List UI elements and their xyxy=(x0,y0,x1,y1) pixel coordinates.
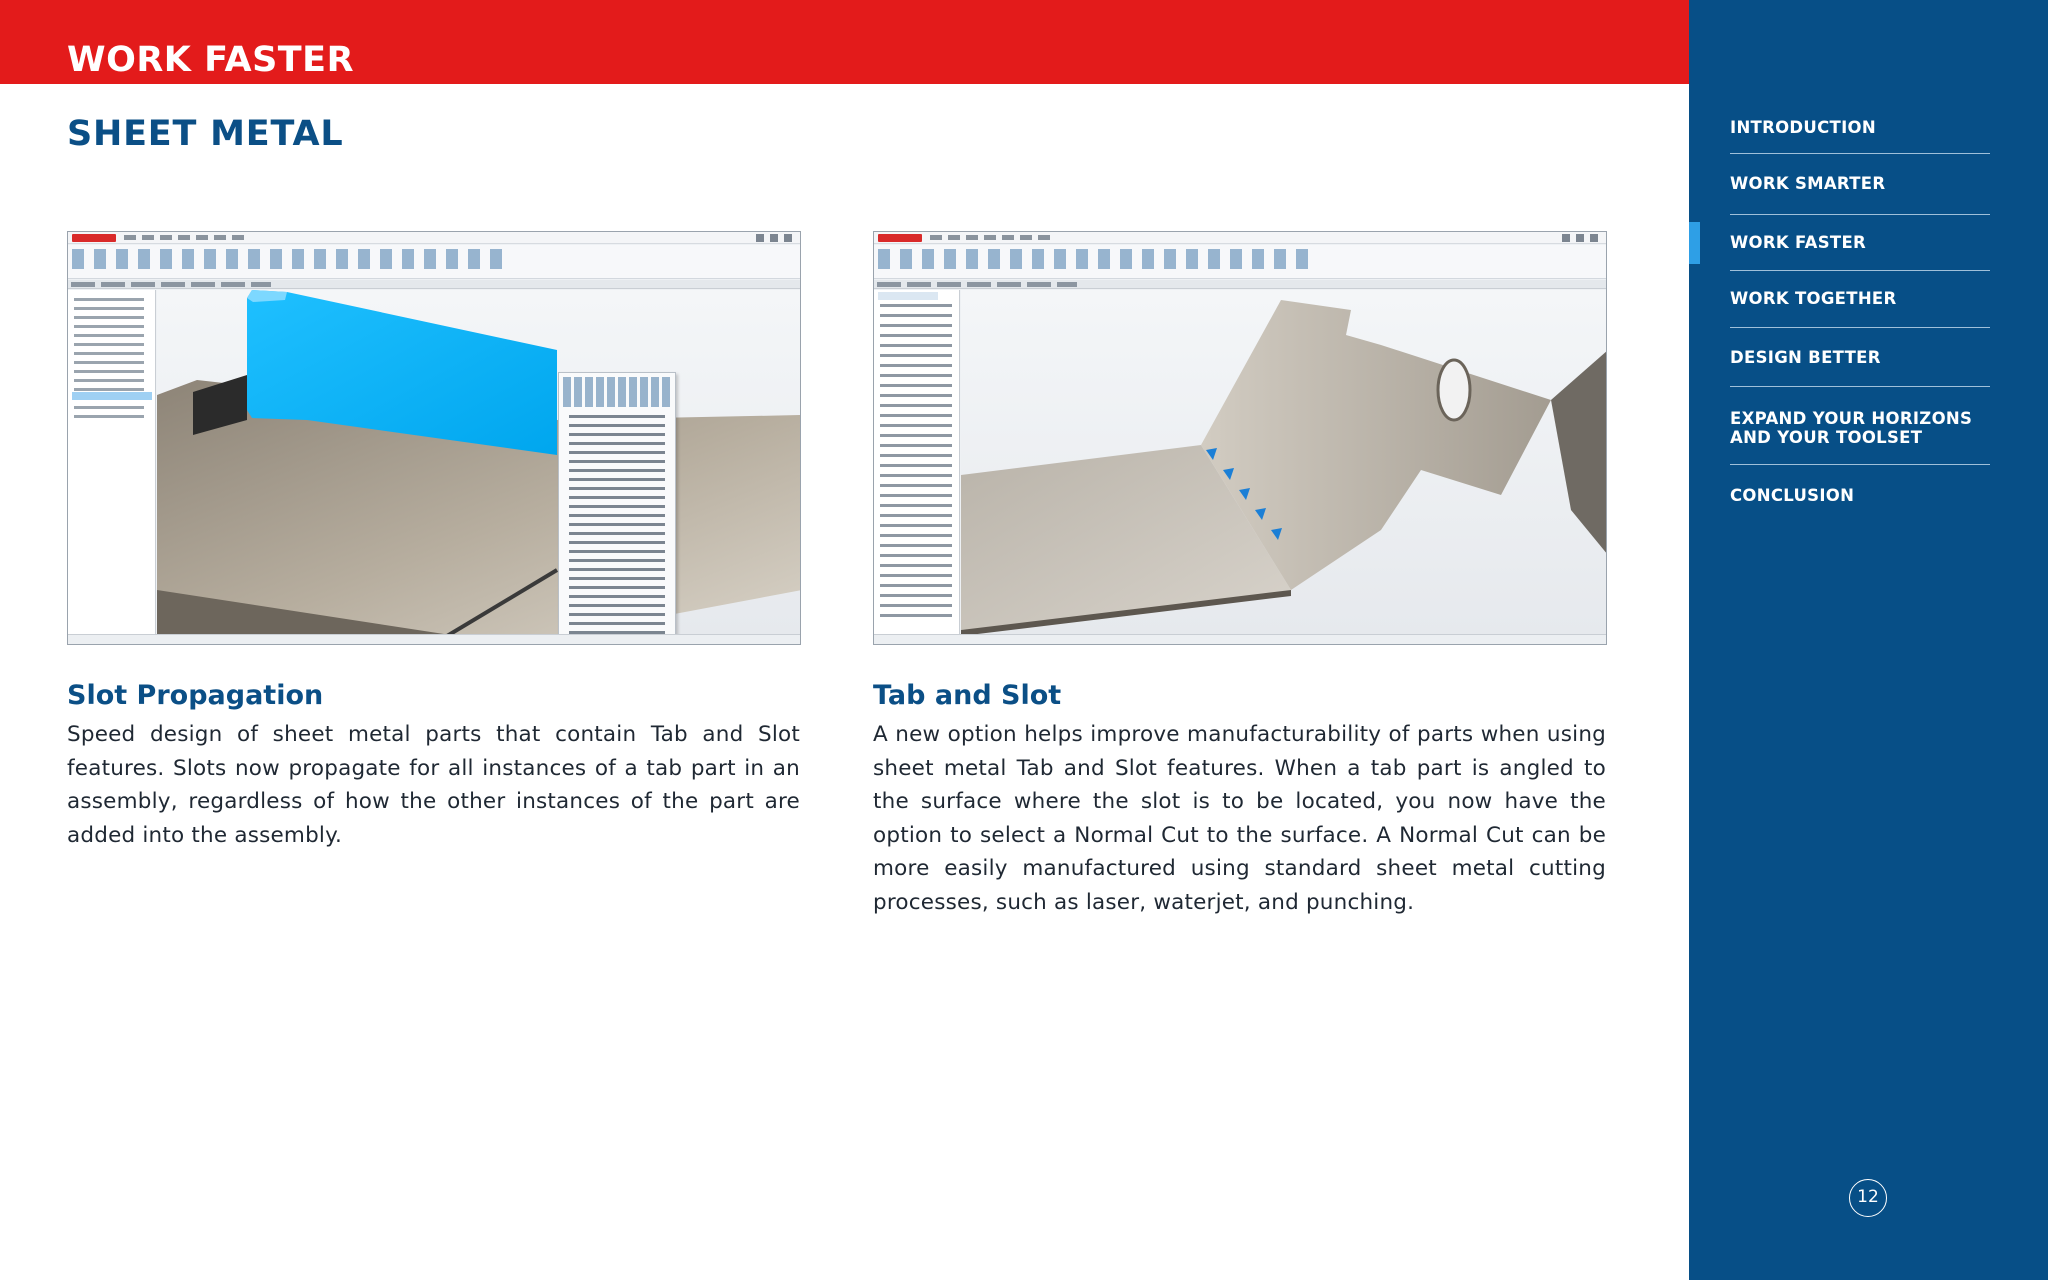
app-menu-bar xyxy=(124,235,244,240)
property-manager-panel xyxy=(874,290,960,636)
nav-item-label: CONCLUSION xyxy=(1730,486,1855,505)
nav-divider xyxy=(1730,327,1990,328)
window-controls xyxy=(1562,234,1602,242)
nav-divider xyxy=(1730,386,1990,387)
nav-item-work-smarter[interactable] xyxy=(1730,174,1990,193)
nav-item-introduction[interactable] xyxy=(1730,118,1990,137)
nav-divider xyxy=(1730,464,1990,465)
command-ribbon xyxy=(874,245,1606,279)
feature-tree xyxy=(68,290,156,636)
nav-item-label: EXPAND YOUR HORIZONS AND YOUR TOOLSET xyxy=(1730,409,1973,447)
nav-item-label: INTRODUCTION xyxy=(1730,118,1876,137)
nav-item-label: WORK FASTER xyxy=(1730,233,1867,252)
assembly-model-graphic xyxy=(157,290,801,636)
command-ribbon xyxy=(68,245,800,279)
app-menu-bar xyxy=(930,235,1050,240)
ribbon-tabs xyxy=(874,280,1606,289)
graphics-viewport xyxy=(961,290,1606,634)
active-section-marker xyxy=(1689,222,1700,264)
page-heading: SHEET METAL xyxy=(67,114,344,154)
nav-item-design-better[interactable] xyxy=(1730,348,1990,367)
feature-tree-selection xyxy=(72,392,152,400)
sheet-metal-part-graphic xyxy=(961,290,1607,636)
slot-propagation-screenshot xyxy=(67,231,801,645)
app-titlebar xyxy=(874,232,1606,244)
slot-propagation-title: Slot Propagation xyxy=(67,680,324,711)
nav-item-conclusion[interactable] xyxy=(1730,486,1990,505)
page-number-badge: 12 xyxy=(1849,1179,1887,1217)
app-titlebar xyxy=(68,232,800,244)
app-logo xyxy=(878,234,922,242)
context-menu xyxy=(558,372,676,645)
section-title: WORK FASTER xyxy=(67,40,355,80)
tab-and-slot-body: A new option helps improve manufacturability of parts when using sheet metal Tab and Slot features. When a tab part is angled to the surface where the slot is to be located, you now have the option to select a Normal Cut to the surface. A Normal Cut can be more easily manufactured using standard sheet metal cutting processes, such as laser, waterjet, and punching. xyxy=(873,722,1606,915)
nav-divider xyxy=(1730,214,1990,215)
nav-item-label: WORK SMARTER xyxy=(1730,174,1886,193)
nav-item-expand-your-horizons[interactable] xyxy=(1730,409,1990,447)
ribbon-tabs xyxy=(68,280,800,289)
window-controls xyxy=(756,234,796,242)
nav-item-label: DESIGN BETTER xyxy=(1730,348,1881,367)
tab-and-slot-screenshot xyxy=(873,231,1607,645)
nav-item-label: WORK TOGETHER xyxy=(1730,289,1897,308)
nav-item-work-together[interactable] xyxy=(1730,289,1990,308)
tab-and-slot-title: Tab and Slot xyxy=(873,680,1062,711)
status-bar xyxy=(68,634,800,644)
slot-propagation-body: Speed design of sheet metal parts that contain Tab and Slot features. Slots now propagate for all instances of a tab part in an assembly, regardless of how the other instances of the part are added into the assembly. xyxy=(67,722,800,848)
navigation-sidebar xyxy=(1689,0,2048,1280)
app-logo xyxy=(72,234,116,242)
graphics-viewport xyxy=(157,290,800,634)
nav-divider xyxy=(1730,153,1990,154)
status-bar xyxy=(874,634,1606,644)
nav-item-work-faster[interactable] xyxy=(1730,233,1990,252)
nav-divider xyxy=(1730,270,1990,271)
